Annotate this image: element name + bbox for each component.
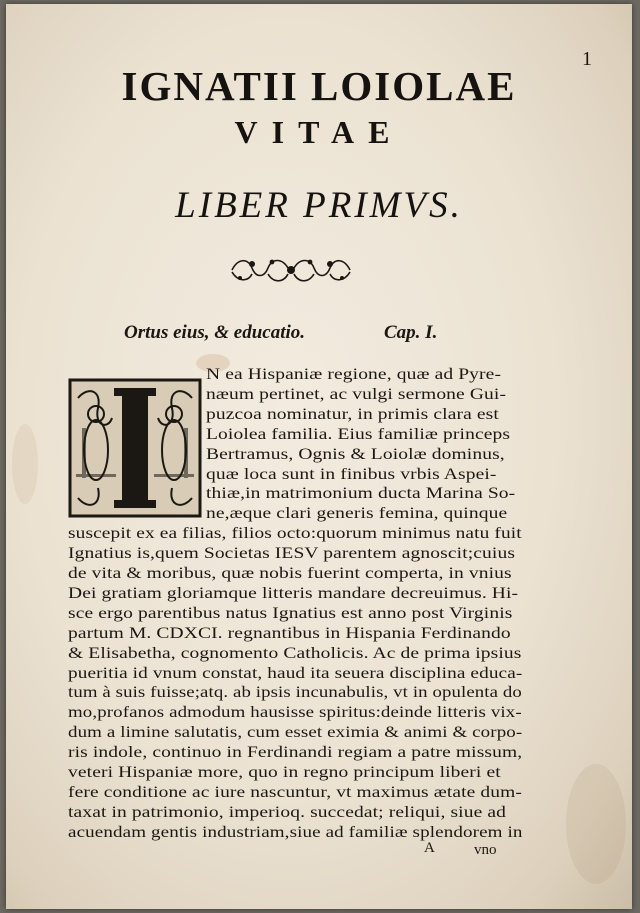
text-line: Loiolea familia. Eius familiæ princeps [206,425,511,443]
catchword: vno [474,842,497,858]
text-line: mo,profanos admodum hausisse spiritus:deinde litteris vix- [68,704,522,722]
text-line: ris indole, continuo in Ferdinandi regiam a patre missum, [68,744,523,762]
text-line: fere conditione ac iure nascuntur, vt maximus ætate dum- [68,783,522,801]
text-line: N ea Hispaniæ regione, quæ ad Pyre- [206,366,502,383]
text-line: partum M. CDXCI. regnantibus in Hispania Ferdinando [68,624,511,642]
text-line: Bertramus, Ognis & Loiolæ dominus, [206,445,505,463]
text-line: suscepit ex ea filias, filios octo:quorum minimus natu fuit [68,525,522,543]
text-line: veteri Hispaniæ more, quo in regno principum liberi et [68,764,501,781]
text-line: acuendam gentis industriam,siue ad familiæ splendorem in [68,823,523,841]
text-line: Dei gratiam gloriamque litteris mandare decreuimus. Hi- [68,584,519,602]
ornament-icon [228,254,354,286]
paper-stain [566,764,626,884]
book-page [6,4,632,909]
decorated-initial-icon [68,378,202,518]
text-line: dum a limine salutatis, cum esset eximia & animi & corpo- [68,724,523,742]
text-line: sce ergo parentibus natus Ignatius est anno post Virginis [68,604,513,622]
text-line: Ignatius is,quem Societas IESV parentem agnoscit;cuius [68,545,516,563]
signature-mark: A [424,840,435,856]
text-line: næum pertinet, ac vulgi sermone Gui- [206,385,507,403]
page-number: 1 [582,48,592,70]
text-line: & Elisabetha, cognomento Catholicis. Ac de prima ipsius [68,644,522,662]
book-subtitle: LIBER PRIMVS. [175,185,463,226]
paper-stain [12,424,38,504]
title-line-1: IGNATII LOIOLAE [121,63,517,109]
text-line: tum à suis fuisse;atq. ab ipsis incunabulis, vt in opulenta do [68,684,522,702]
chapter-heading: Ortus eius, & educatio. [124,322,306,343]
chapter-number: Cap. I. [384,322,438,343]
title-line-2: VITAE [234,114,404,150]
text-line: puzcoa nominatur, in primis clara est [206,405,499,423]
text-line: ne,æque clari generis femina, quinque [206,505,508,523]
text-line: thiæ,in matrimonium ducta Marina So- [206,485,516,503]
text-line: quæ loca sunt in finibus vrbis Aspei- [206,465,497,483]
text-line: taxat in patrimonio, imperioq. succedat; reliqui, siue ad [68,803,507,821]
text-line: de vita & moribus, quæ nobis fuerint comperta, in vnius [68,565,512,582]
text-line: pueritia id vnum constat, haud ita seuera disciplina educa- [68,664,523,682]
